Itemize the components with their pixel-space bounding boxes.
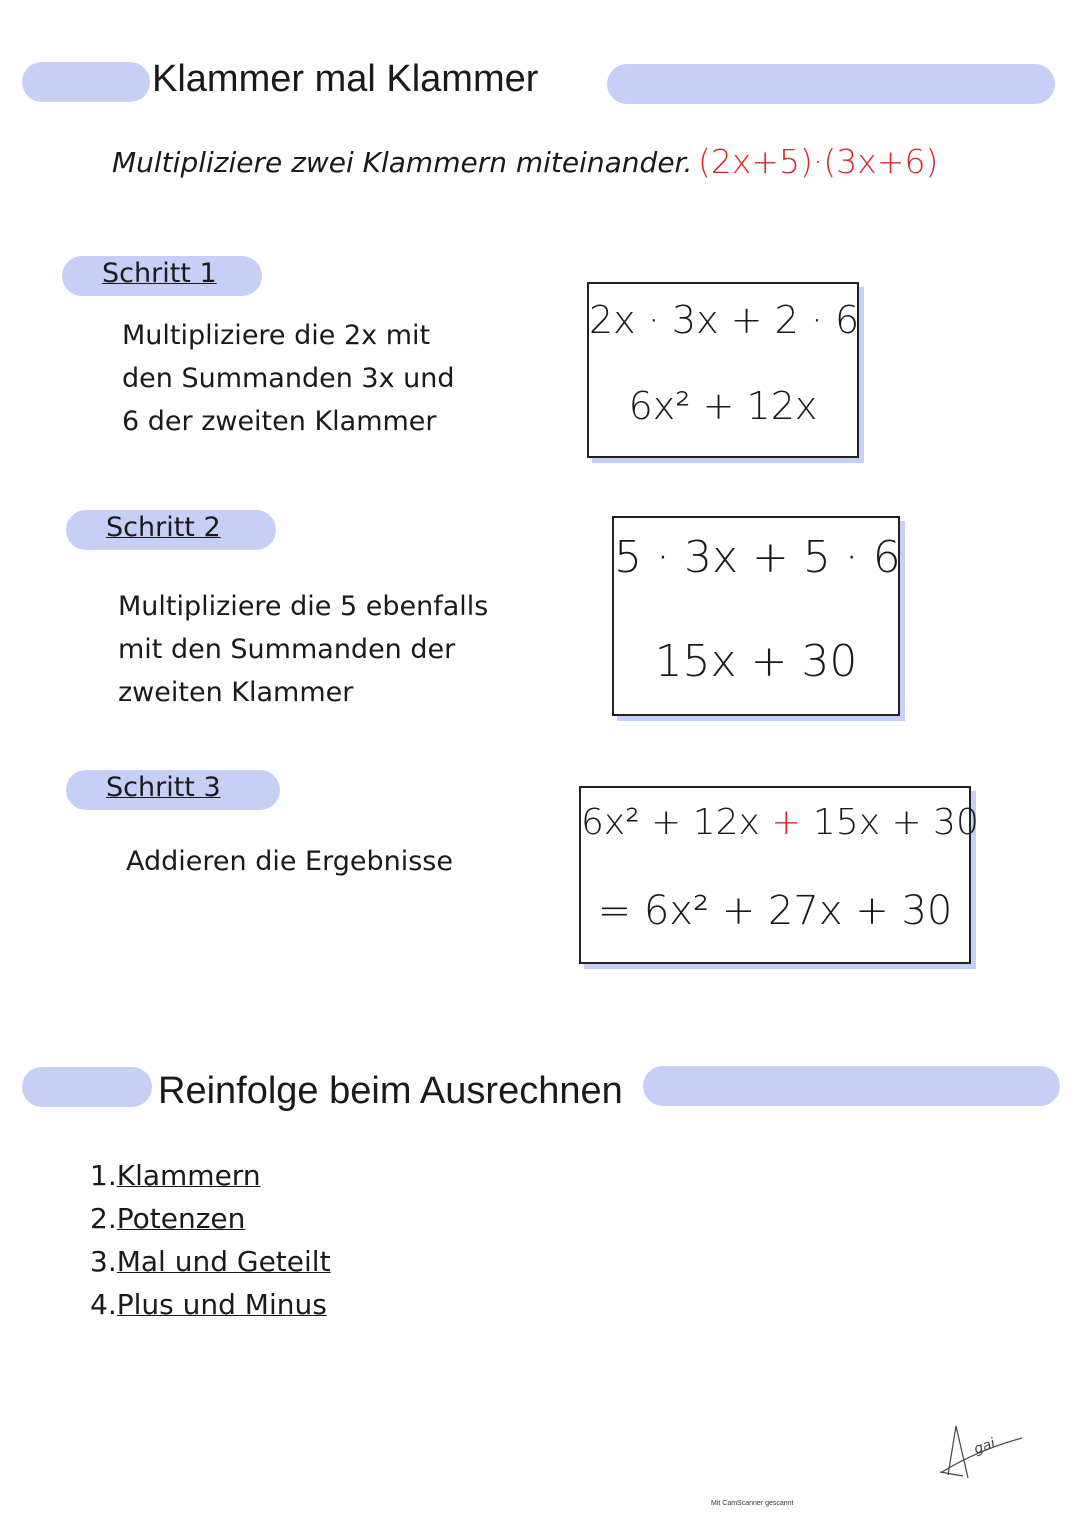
step-2-box (612, 516, 900, 716)
step-1-label-text: Schritt 1 (102, 258, 217, 289)
list-label: Mal und Geteilt (116, 1245, 331, 1278)
intro-expression: (2x+5)·(3x+6) (698, 142, 939, 181)
step-2-line1: 5 · 3x + 5 · 6 (614, 532, 901, 583)
list-item (90, 1283, 331, 1326)
list-item (90, 1154, 331, 1197)
list-number: 4. (90, 1288, 117, 1321)
title-highlight-right (607, 64, 1055, 104)
list-number: 1. (90, 1159, 117, 1192)
step-2-line2: 15x + 30 (654, 636, 858, 687)
step-3-box (579, 786, 979, 964)
title-highlight-left (22, 62, 150, 102)
step-1-box (587, 282, 859, 458)
order-list (90, 1154, 331, 1326)
step-1-label (62, 256, 262, 296)
section2-highlight-right (643, 1066, 1060, 1106)
list-item (90, 1240, 331, 1283)
step-3-line1 (581, 802, 979, 843)
footer-scanner-note: Mit CamScanner gescannt (711, 1500, 794, 1507)
step-3-line1-part-a: 6x² + 12x (581, 802, 760, 843)
signature (938, 1420, 1028, 1490)
section2-title: Reinfolge beim Ausrechnen (158, 1070, 623, 1112)
step-3-line1-part-b: 15x + 30 (812, 802, 979, 843)
step-1-line2: 6x² + 12x (628, 384, 818, 428)
step-3-text: Addieren die Ergebnisse (126, 846, 453, 877)
step-1-line1: 2x · 3x + 2 · 6 (589, 298, 860, 342)
section2-highlight-left (22, 1067, 152, 1107)
step-3-line2: = 6x² + 27x + 30 (597, 888, 953, 934)
step-2-label (66, 510, 276, 550)
step-3-red-plus: + (771, 802, 802, 843)
step-2-label-text: Schritt 2 (106, 512, 221, 543)
list-label: Klammern (116, 1159, 261, 1192)
svg-text:gai: gai (971, 1435, 998, 1458)
page-title: Klammer mal Klammer (152, 58, 539, 100)
step-2-text: Multipliziere die 5 ebenfalls mit den Summanden der zweiten Klammer (118, 591, 489, 708)
list-number: 3. (90, 1245, 117, 1278)
step-1-text: Multipliziere die 2x mit den Summanden 3x und 6 der zweiten Klammer (122, 320, 455, 437)
step-3-label (66, 770, 280, 810)
list-item (90, 1197, 331, 1240)
list-number: 2. (90, 1202, 117, 1235)
list-label: Plus und Minus (116, 1288, 327, 1321)
intro-text: Multipliziere zwei Klammern miteinander. (112, 146, 693, 179)
step-3-label-text: Schritt 3 (106, 772, 221, 803)
list-label: Potenzen (116, 1202, 246, 1235)
